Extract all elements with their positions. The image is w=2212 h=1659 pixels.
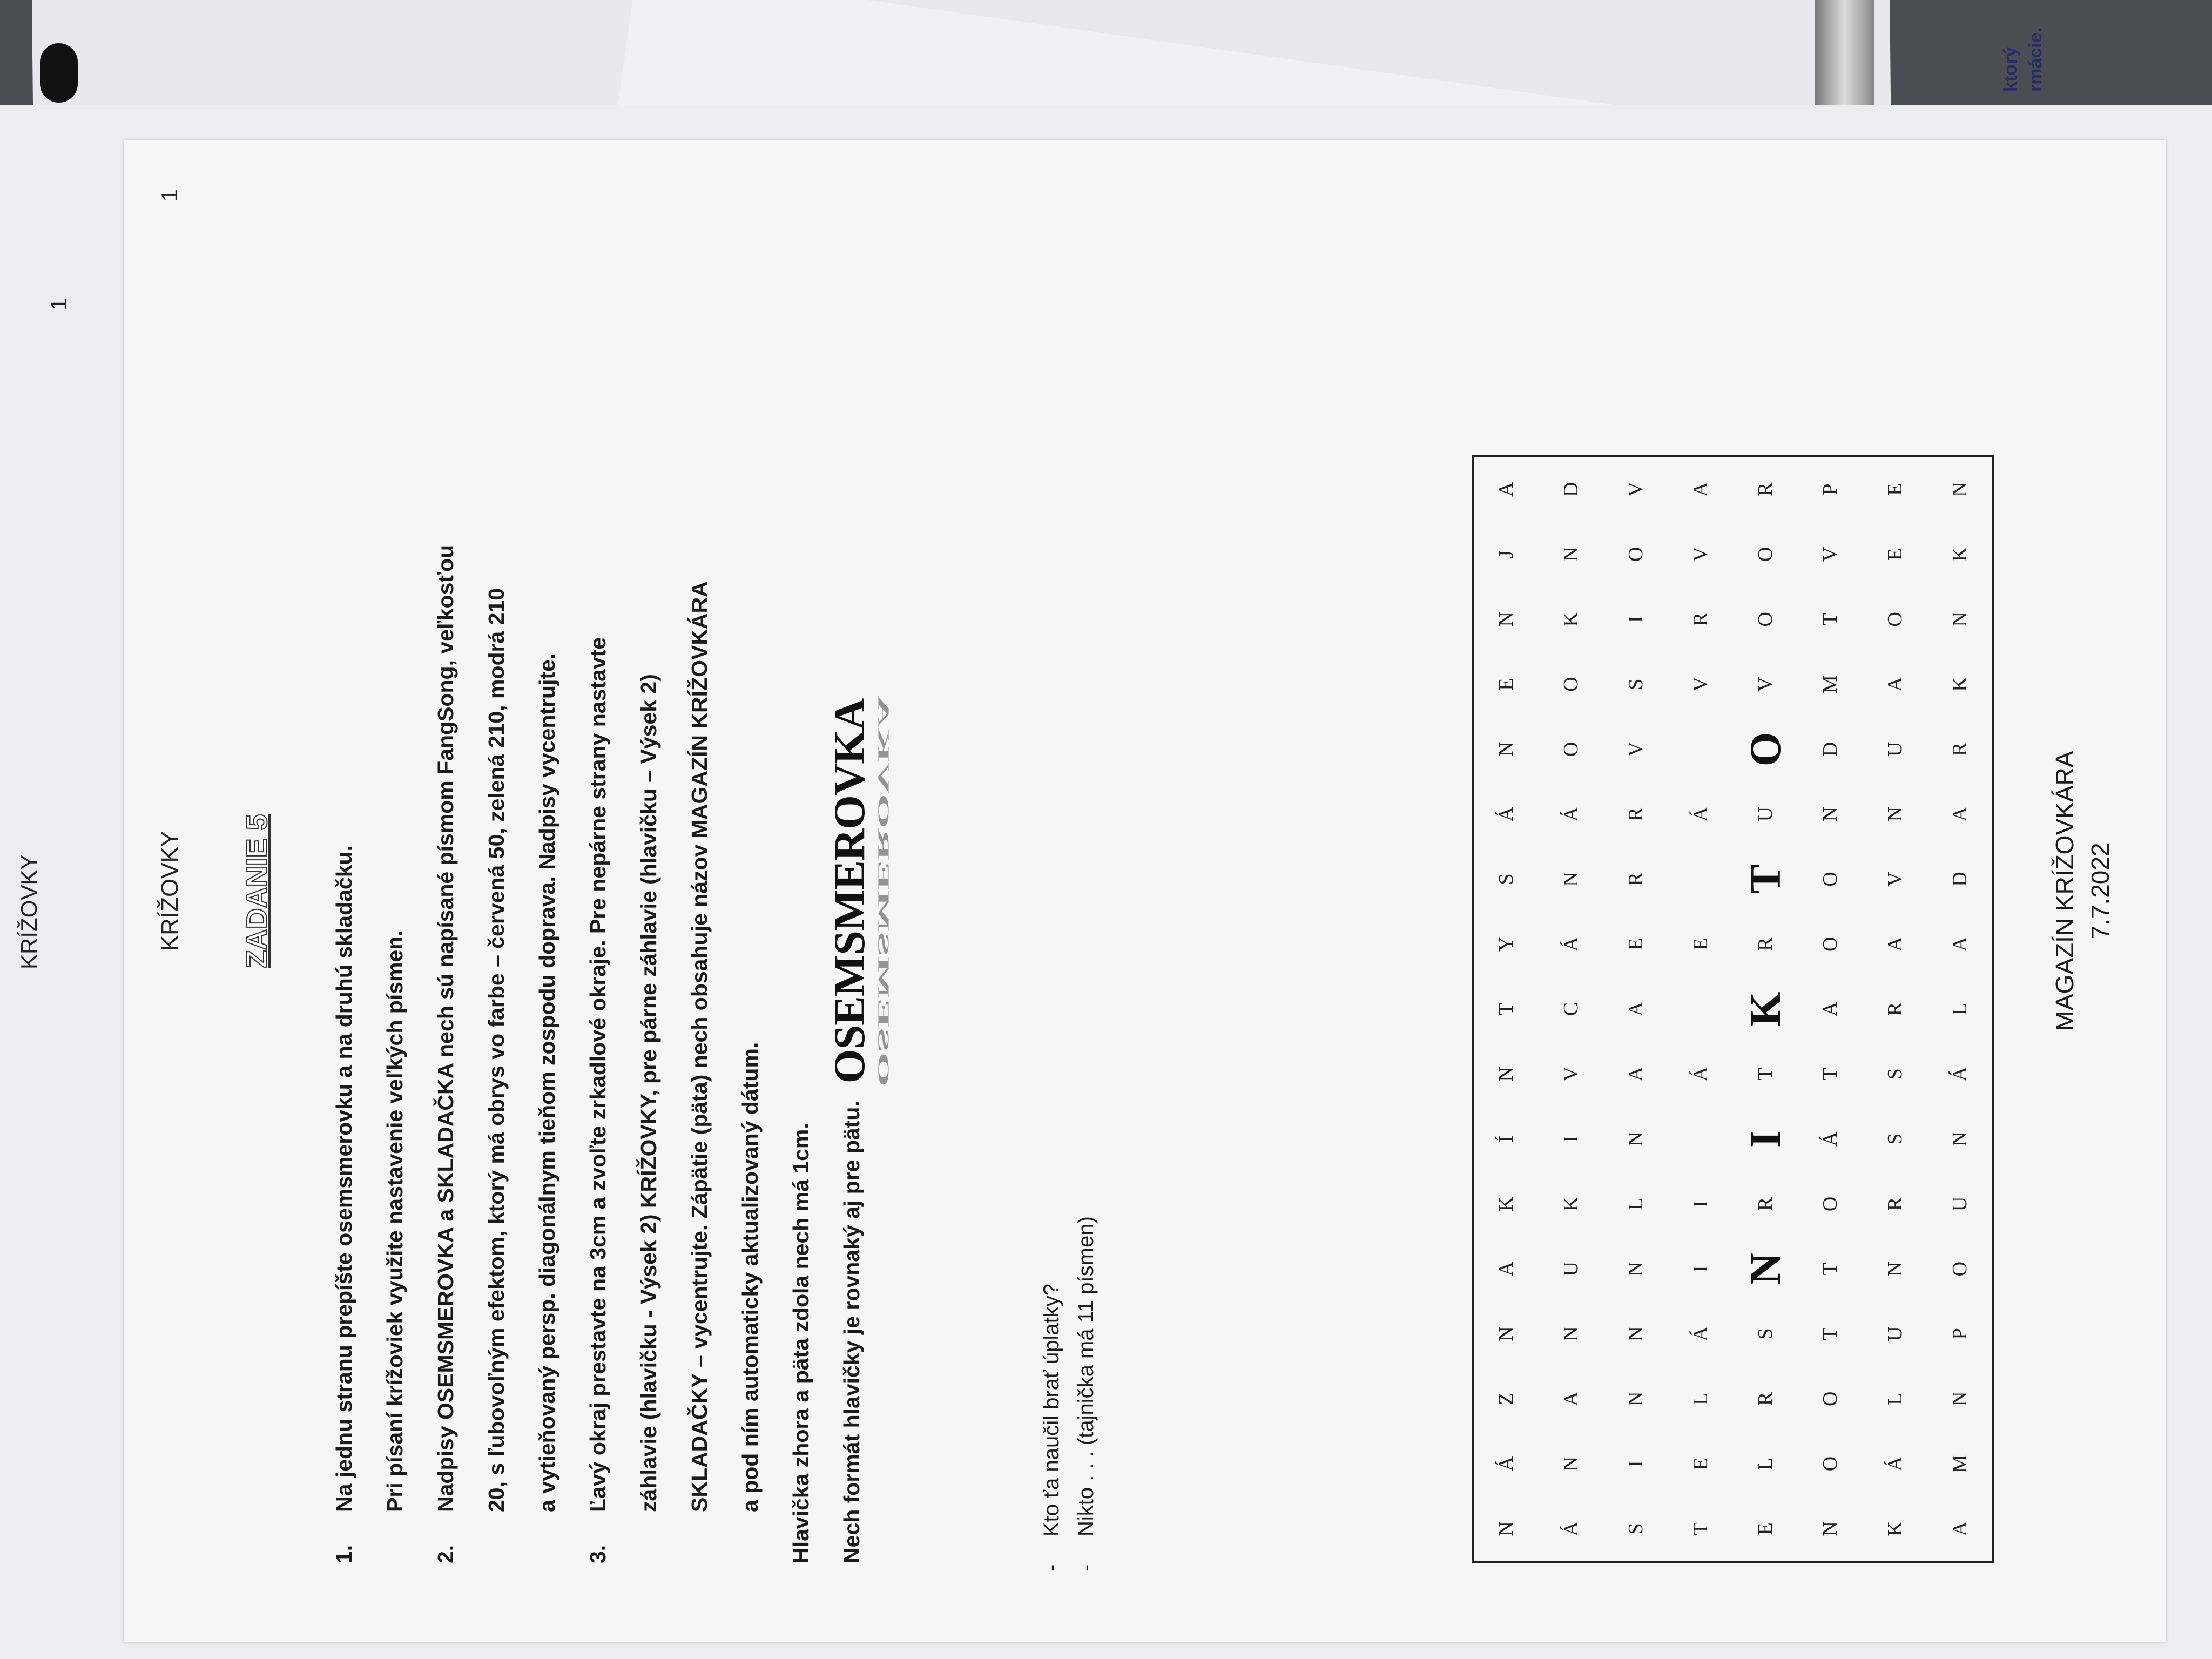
bullet-dash: - <box>1074 1564 1098 1572</box>
grid-cell: C <box>1560 1002 1582 1016</box>
grid-cell: M <box>1948 1454 1971 1473</box>
grid-cell: U <box>1754 806 1777 822</box>
grid-cell: Á <box>1560 936 1582 952</box>
bullet-text: Kto ťa naučil brať úplatky? <box>1040 1283 1063 1536</box>
grid-cell: E <box>1689 938 1712 950</box>
grid-cell: I <box>1689 1265 1712 1273</box>
grid-cell: R <box>1754 482 1777 496</box>
grid-cell: R <box>1754 1392 1777 1406</box>
binder-hole <box>40 43 78 103</box>
grid-cell: P <box>1948 1328 1971 1340</box>
bullet-item <box>1034 1216 1069 1572</box>
grid-cell: Á <box>1948 1067 1971 1082</box>
grid-cell: Á <box>1495 1456 1518 1472</box>
grid-cell: A <box>1495 1261 1518 1277</box>
grid-cell: A <box>1624 1001 1647 1017</box>
instruction-number: 3. <box>585 1545 610 1563</box>
underlying-header: KRÍŽOVKY <box>16 854 42 969</box>
grid-cell: J <box>1495 550 1518 558</box>
grid-cell: N <box>1495 1326 1518 1341</box>
grid-cell: I <box>1560 1135 1582 1143</box>
grid-cell: Í <box>1495 1135 1518 1143</box>
grid-cell: O <box>1560 677 1582 692</box>
bullet-text: Nikto . . . (tajnička má 11 písmen) <box>1074 1216 1098 1536</box>
instruction-note: Nech formát hlavičky je rovnaký aj pre pätu. <box>839 1101 864 1563</box>
instructions-list <box>319 257 877 1563</box>
grid-cell: U <box>1884 741 1906 757</box>
grid-cell: N <box>1948 612 1971 627</box>
grid-cell <box>1668 976 1733 1041</box>
grid-cell: R <box>1884 1197 1906 1211</box>
grid-cell: V <box>1624 741 1647 757</box>
assignment-title: ZADANIE 5 <box>241 814 273 968</box>
grid-cell: N <box>1624 1391 1647 1406</box>
document-page <box>124 140 2166 1642</box>
grid-cell: V <box>1754 677 1777 692</box>
grid-cell: V <box>1689 677 1712 692</box>
grid-cell: V <box>1689 547 1712 562</box>
grid-cell: L <box>1948 1002 1971 1016</box>
grid-cell: N <box>1948 482 1971 497</box>
grid-cell: N <box>1884 806 1906 822</box>
grid-cell: N <box>1948 1131 1971 1147</box>
grid-cell: R <box>1948 742 1971 757</box>
grid-cell: Á <box>1689 1326 1712 1341</box>
grid-cell: S <box>1495 873 1518 885</box>
grid-cell: L <box>1689 1392 1712 1405</box>
grid-cell: A <box>1948 936 1971 952</box>
grid-cell: Á <box>1560 806 1582 822</box>
grid-cell: R <box>1624 872 1647 886</box>
grid-cell: I <box>1689 1201 1712 1208</box>
grid-cell: Y <box>1495 936 1518 952</box>
grid-cell: E <box>1689 1457 1712 1471</box>
footer-magazine: MAGAZÍN KRÍŽOVKÁRA <box>2051 751 2079 1031</box>
page-footer <box>2047 140 2118 1642</box>
grid-cell: T <box>1819 1327 1842 1340</box>
instruction-item <box>420 257 471 1563</box>
grid-cell: N <box>1495 1521 1518 1536</box>
grid-cell: T <box>1754 1068 1777 1081</box>
word-search-grid <box>1472 455 1994 1563</box>
grid-cell: E <box>1884 548 1906 561</box>
instruction-text: Pri písaní krížoviek využite nastavenie veľkých písmen. <box>382 930 407 1512</box>
grid-cell: V <box>1819 547 1842 562</box>
grid-cell: N <box>1624 1261 1647 1277</box>
grid-cell: N <box>1495 1067 1518 1082</box>
grid-cell: U <box>1948 1196 1971 1212</box>
grid-cell: R <box>1624 807 1647 821</box>
grid-cell: O <box>1819 872 1842 887</box>
grid-cell: V <box>1560 1067 1582 1082</box>
grid-cell: K <box>1560 612 1582 627</box>
underlying-page-number: 1 <box>46 298 71 311</box>
bullet-dash: - <box>1040 1564 1063 1572</box>
grid-cell: D <box>1948 872 1971 887</box>
grid-cell: O <box>1819 936 1842 952</box>
grid-cell: K <box>1741 992 1790 1027</box>
instruction-text: SKLADAČKY – vycentrujte. Zápätie (päta) nech obsahuje názov MAGAZÍN KRÍŽOVKÁRA <box>687 581 712 1512</box>
bullet-item <box>1069 1216 1103 1572</box>
grid-cell: L <box>1754 1457 1777 1471</box>
grid-cell: N <box>1884 1261 1906 1277</box>
grid-cell: M <box>1819 675 1842 693</box>
grid-cell: Á <box>1560 1521 1582 1536</box>
grid-cell: U <box>1884 1326 1906 1341</box>
grid-cell: S <box>1884 1068 1906 1080</box>
grid-cell: N <box>1560 547 1582 562</box>
grid-cell: R <box>1754 1197 1777 1211</box>
instruction-text: Nadpisy OSEMSMEROVKA a SKLADAČKA nech sú napísané písmom FangSong, veľkosťou <box>433 544 458 1512</box>
grid-cell: K <box>1495 1196 1518 1212</box>
grid-cell: N <box>1819 1521 1842 1536</box>
grid-cell: Z <box>1495 1392 1518 1405</box>
grid-cell: T <box>1689 1522 1712 1535</box>
grid-cell: N <box>1495 741 1518 757</box>
grid-cell <box>1668 847 1733 912</box>
grid-cell: A <box>1948 1521 1971 1536</box>
grid-cell: R <box>1754 937 1777 951</box>
grid-cell: S <box>1754 1328 1777 1340</box>
grid-cell: O <box>1819 1456 1842 1472</box>
grid-cell: N <box>1495 612 1518 627</box>
grid-cell: S <box>1624 678 1647 690</box>
grid-cell: T <box>1495 1002 1518 1016</box>
instruction-text: záhlavie (hlavičku - Výsek 2) KRÍŽOVKY, pre párne záhlavie (hlavičku – Výsek 2) <box>636 674 661 1512</box>
grid-cell: A <box>1495 482 1518 497</box>
grid-cell: K <box>1560 1196 1582 1212</box>
instruction-item <box>572 257 623 1563</box>
grid-cell: S <box>1884 1133 1906 1145</box>
osemsmerovka-heading <box>826 140 894 1642</box>
instruction-number: 2. <box>433 1545 458 1563</box>
grid-cell: A <box>1624 1067 1647 1082</box>
grid-cell: I <box>1624 616 1647 623</box>
grid-cell: O <box>1560 741 1582 757</box>
riddle-bullets <box>1034 1216 1103 1572</box>
grid-cell: D <box>1560 482 1582 497</box>
instruction-text: Ľavý okraj prestavte na 3cm a zvoľte zrkadlové okraje. Pre nepárne strany nastavte <box>585 637 610 1512</box>
grid-cell: E <box>1624 938 1647 950</box>
instruction-text: Na jednu stranu prepíšte osemsmerovku a na druhú skladačku. <box>332 845 356 1512</box>
page-number: 1 <box>157 189 182 202</box>
grid-cell: A <box>1884 677 1906 692</box>
grid-cell: T <box>1819 1068 1842 1081</box>
grid-cell: U <box>1560 1261 1582 1277</box>
grid-cell: N <box>1624 1326 1647 1341</box>
grid-cell: D <box>1819 741 1842 757</box>
instruction-item <box>319 257 369 1563</box>
grid-cell: O <box>1948 1261 1971 1277</box>
grid-cell: O <box>1754 612 1777 627</box>
background-text: ktorý rmácie. <box>2000 27 2046 92</box>
grid-cell: A <box>1689 482 1712 497</box>
grid-cell: Á <box>1819 1131 1842 1147</box>
grid-cell: L <box>1624 1197 1647 1210</box>
footer-date: 7.7.2022 <box>2086 842 2114 940</box>
grid-cell: I <box>1624 1460 1647 1467</box>
grid-cell: N <box>1948 1391 1971 1406</box>
grid-cell: T <box>1819 613 1842 626</box>
grid-cell: N <box>1560 1326 1582 1341</box>
grid-cell: A <box>1819 1001 1842 1017</box>
heading-reflection: OSEMSMEROVKA <box>875 695 893 1087</box>
grid-cell: P <box>1819 483 1842 495</box>
grid-cell: E <box>1884 483 1906 496</box>
grid-cell: V <box>1884 872 1906 887</box>
instruction-note: Hlavička zhora a päta zdola nech má 1cm. <box>788 1123 813 1563</box>
grid-cell: Á <box>1689 806 1712 822</box>
grid-cell: N <box>1741 1253 1790 1285</box>
grid-cell: N <box>1819 806 1842 822</box>
grid-cell: K <box>1948 547 1971 562</box>
grid-cell: I <box>1741 1130 1790 1148</box>
grid-cell: T <box>1741 864 1790 894</box>
grid-cell: O <box>1624 547 1647 562</box>
grid-cell: O <box>1754 547 1777 562</box>
instruction-text: 20, s ľubovoľným efektom, ktorý má obrys vo farbe – červená 50, zelená 210, modrá 210 <box>484 588 509 1512</box>
grid-cell: A <box>1948 806 1971 822</box>
grid-cell: L <box>1884 1392 1906 1405</box>
grid-cell: A <box>1884 936 1906 952</box>
grid-cell: E <box>1754 1522 1777 1535</box>
grid-cell <box>1668 717 1733 781</box>
grid-cell: O <box>1819 1391 1842 1406</box>
instruction-number: 1. <box>332 1545 356 1563</box>
page-header: KRÍŽOVKY <box>157 831 183 952</box>
grid-cell: V <box>1624 482 1647 497</box>
instruction-text: a vytieňovaný persp. diagonálnym tieňom zospodu doprava. Nadpisy vycentrujte. <box>535 653 559 1512</box>
grid-cell: O <box>1819 1196 1842 1212</box>
grid-cell: O <box>1884 612 1906 627</box>
grid-cell <box>1668 1107 1733 1171</box>
instruction-text: a pod ním automaticky aktualizovaný dátum. <box>738 1042 763 1512</box>
grid-cell: Á <box>1495 806 1518 822</box>
grid-cell: N <box>1560 872 1582 887</box>
grid-cell: N <box>1560 1456 1582 1472</box>
grid-cell: A <box>1560 1391 1582 1406</box>
grid-cell: S <box>1624 1523 1647 1535</box>
grid-cell: N <box>1624 1131 1647 1147</box>
grid-cell: E <box>1495 678 1518 691</box>
grid-cell: O <box>1741 732 1790 767</box>
grid-cell: R <box>1884 1002 1906 1016</box>
grid-cell: Á <box>1884 1456 1906 1472</box>
grid-cell: Á <box>1689 1067 1712 1082</box>
heading-text: OSEMSMEROVKA <box>825 698 874 1084</box>
grid-cell: R <box>1689 612 1712 626</box>
grid-cell: K <box>1948 677 1971 692</box>
grid-cell: K <box>1884 1521 1906 1536</box>
grid-cell: T <box>1819 1263 1842 1276</box>
